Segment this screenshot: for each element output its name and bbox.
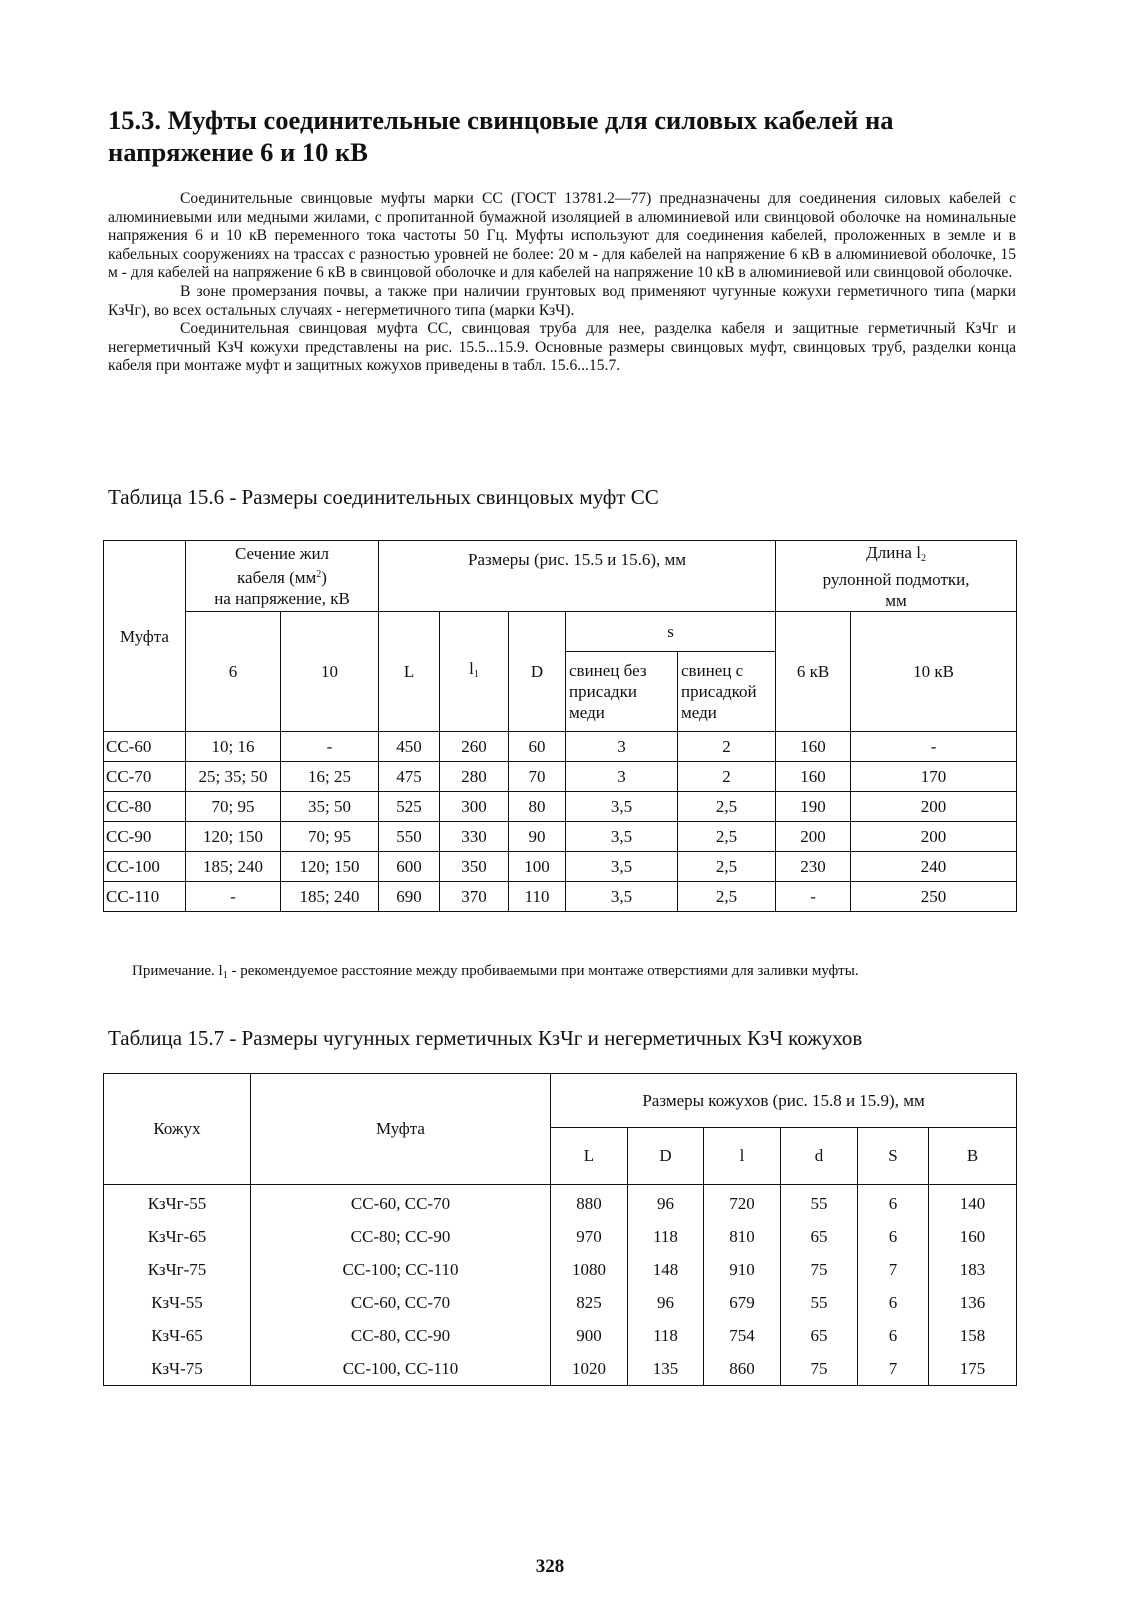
- table-15-6-row-cell: -: [281, 732, 379, 762]
- table-15-6-row-cell: СС-110: [104, 882, 186, 912]
- table-15-7-row: [104, 1352, 1017, 1386]
- table-15-6-row-cell: 25; 35; 50: [186, 762, 281, 792]
- table-15-7-row-cell: 65: [781, 1220, 858, 1253]
- header-sizes-2: Размеры кожухов (рис. 15.8 и 15.9), мм: [551, 1074, 1017, 1128]
- paragraph-3: Соединительная свинцовая муфта СС, свинцовая труба для нее, разделка кабеля и защитные герметичный КзЧг и негерметичный КзЧ кожухи представлены на рис. 15.5...15.9. Основные размеры свинцовых муфт, свинцовых труб, разделки конца кабеля при монтаже муфт и защитных кожухов приведены в табл. 15.6...15.7.: [108, 320, 1016, 375]
- table-15-6-row-cell: 190: [776, 792, 851, 822]
- table-15-6-row-cell: 600: [379, 852, 440, 882]
- table-15-6-row-cell: 200: [776, 822, 851, 852]
- header-D-2: D: [628, 1128, 704, 1185]
- table-15-7-row-cell: 160: [929, 1220, 1017, 1253]
- table-15-6-row-cell: -: [776, 882, 851, 912]
- table-15-6-row-cell: 110: [509, 882, 566, 912]
- table-15-7-row-cell: 6: [858, 1220, 929, 1253]
- table-15-7-row-cell: КзЧг-55: [104, 1185, 251, 1221]
- table-15-7-row-cell: 970: [551, 1220, 628, 1253]
- table-15-6-row-cell: СС-60: [104, 732, 186, 762]
- table-15-6-row-cell: 2: [678, 732, 776, 762]
- table-15-7-row-cell: 75: [781, 1253, 858, 1286]
- table-15-7-row-cell: 55: [781, 1286, 858, 1319]
- table-15-6-row-cell: 3,5: [566, 882, 678, 912]
- table-15-6-row-cell: 3: [566, 732, 678, 762]
- header-s-copper: свинец с присадкой меди: [678, 652, 776, 732]
- table-note: Примечание. $l_1$ - рекомендуемое расстояние между пробиваемыми при монтаже отверстиями для заливки муфты.: [132, 963, 859, 981]
- table-15-7-row: [104, 1185, 1017, 1221]
- table-15-6-row-cell: 10; 16: [186, 732, 281, 762]
- table-15-6-row-cell: 160: [776, 762, 851, 792]
- table-15-6-row-cell: 2,5: [678, 822, 776, 852]
- table-15-7-row-cell: 6: [858, 1185, 929, 1221]
- table-15-7-row-cell: КзЧг-65: [104, 1220, 251, 1253]
- table-15-6-row-cell: 185; 240: [186, 852, 281, 882]
- header-l-2: l: [704, 1128, 781, 1185]
- table-15-6-row: [104, 882, 1017, 912]
- table-15-6-row-cell: 2,5: [678, 852, 776, 882]
- table-15-6-row-cell: 120; 150: [281, 852, 379, 882]
- table-15-6-row-cell: 120; 150: [186, 822, 281, 852]
- table-15-6-row-cell: 185; 240: [281, 882, 379, 912]
- table-15-6-row-cell: 240: [851, 852, 1017, 882]
- table-15-7-row-cell: 135: [628, 1352, 704, 1386]
- table-15-7-row-cell: 7: [858, 1352, 929, 1386]
- table-15-6-row: [104, 792, 1017, 822]
- table-15-7-row-cell: 7: [858, 1253, 929, 1286]
- section-title: 15.3. Муфты соединительные свинцовые для силовых кабелей на напряжение 6 и 10 кВ: [108, 105, 894, 167]
- table-15-6-row-cell: 70; 95: [186, 792, 281, 822]
- table-15-6-row-cell: 230: [776, 852, 851, 882]
- table-15-6-row-cell: 3,5: [566, 822, 678, 852]
- header-D: D: [509, 612, 566, 732]
- table-15-6-row-cell: 550: [379, 822, 440, 852]
- paragraph-2: В зоне промерзания почвы, а также при наличии грунтовых вод применяют чугунные кожухи герметичного типа (марки КзЧг), во всех остальных случаях - негерметичного типа (марки КзЧ).: [108, 282, 1016, 319]
- table-15-6-row-cell: 2,5: [678, 882, 776, 912]
- table-15-6-row-cell: 200: [851, 822, 1017, 852]
- table-15-6-row-cell: -: [851, 732, 1017, 762]
- table-15-6-row-cell: 330: [440, 822, 509, 852]
- table-15-6-row-cell: 16; 25: [281, 762, 379, 792]
- table-15-7-row-cell: 825: [551, 1286, 628, 1319]
- table-15-7-row-cell: 65: [781, 1319, 858, 1352]
- table-15-6-row-cell: 3,5: [566, 852, 678, 882]
- table-15-6-row-cell: -: [186, 882, 281, 912]
- table-15-6-row-cell: 35; 50: [281, 792, 379, 822]
- table-15-7-row-cell: КзЧ-65: [104, 1319, 251, 1352]
- header-length: Длина $l_2$ рулонной подмотки, мм: [776, 541, 1017, 612]
- table-15-7-row-cell: 136: [929, 1286, 1017, 1319]
- table-15-7-row-cell: СС-100; СС-110: [251, 1253, 551, 1286]
- table-15-7-row-cell: 860: [704, 1352, 781, 1386]
- table-15-6-row-cell: 60: [509, 732, 566, 762]
- table-15-7-row-cell: 96: [628, 1185, 704, 1221]
- table-15-6-caption: Таблица 15.6 - Размеры соединительных свинцовых муфт СС: [108, 485, 659, 509]
- header-section: Сечение жил кабеля $(мм^2)$ на напряжение, кВ: [186, 541, 379, 612]
- table-15-6-row: [104, 732, 1017, 762]
- table-15-6-row-cell: 100: [509, 852, 566, 882]
- header-s-pure: свинец без присадки меди: [566, 652, 678, 732]
- table-15-6: [103, 540, 1017, 912]
- table-15-6-row-cell: 260: [440, 732, 509, 762]
- table-15-7-row-cell: 754: [704, 1319, 781, 1352]
- header-6: 6: [186, 612, 281, 732]
- header-sizes: Размеры (рис. 15.5 и 15.6), мм: [379, 541, 776, 612]
- table-15-6-row-cell: 280: [440, 762, 509, 792]
- table-15-6-row-cell: 170: [851, 762, 1017, 792]
- table-15-7-row-cell: 75: [781, 1352, 858, 1386]
- table-15-6-row-cell: 450: [379, 732, 440, 762]
- table-15-6-row-cell: СС-80: [104, 792, 186, 822]
- header-B-2: B: [929, 1128, 1017, 1185]
- table-15-7-row-cell: 118: [628, 1220, 704, 1253]
- table-15-7-row-cell: 900: [551, 1319, 628, 1352]
- header-10: 10: [281, 612, 379, 732]
- table-15-7-row-cell: КзЧ-55: [104, 1286, 251, 1319]
- table-15-7-row-cell: СС-60, СС-70: [251, 1185, 551, 1221]
- table-15-6-row-cell: 690: [379, 882, 440, 912]
- table-15-7-row-cell: 6: [858, 1319, 929, 1352]
- table-15-6-row: [104, 762, 1017, 792]
- table-15-7-row-cell: СС-100, СС-110: [251, 1352, 551, 1386]
- header-mufta: Муфта: [104, 541, 186, 732]
- table-15-7-row-cell: 880: [551, 1185, 628, 1221]
- table-15-7-row: [104, 1220, 1017, 1253]
- table-15-7-row: [104, 1286, 1017, 1319]
- table-15-7-row-cell: 158: [929, 1319, 1017, 1352]
- header-s: s: [566, 612, 776, 652]
- table-15-6-row-cell: 350: [440, 852, 509, 882]
- table-15-6-row-cell: 3,5: [566, 792, 678, 822]
- table-15-7-row: [104, 1319, 1017, 1352]
- table-15-7-row-cell: КзЧг-75: [104, 1253, 251, 1286]
- intro-text: [108, 190, 1016, 376]
- table-15-7-row-cell: 148: [628, 1253, 704, 1286]
- table-15-6-row-cell: 160: [776, 732, 851, 762]
- table-15-7-row-cell: 175: [929, 1352, 1017, 1386]
- header-kozhukh: Кожух: [104, 1074, 251, 1185]
- table-15-7-row-cell: 118: [628, 1319, 704, 1352]
- table-15-7-row-cell: 55: [781, 1185, 858, 1221]
- table-15-7-row-cell: 183: [929, 1253, 1017, 1286]
- table-15-6-row-cell: 3: [566, 762, 678, 792]
- header-L: L: [379, 612, 440, 732]
- table-15-7-row-cell: 1080: [551, 1253, 628, 1286]
- table-15-7-row-cell: 6: [858, 1286, 929, 1319]
- table-15-7-row-cell: СС-80, СС-90: [251, 1319, 551, 1352]
- table-15-6-row-cell: 80: [509, 792, 566, 822]
- table-15-6-row-cell: 475: [379, 762, 440, 792]
- table-15-6-row-cell: СС-90: [104, 822, 186, 852]
- table-15-7-caption: Таблица 15.7 - Размеры чугунных герметичных КзЧг и негерметичных КзЧ кожухов: [108, 1026, 863, 1050]
- table-15-6-row: [104, 822, 1017, 852]
- table-15-7-row-cell: 96: [628, 1286, 704, 1319]
- table-15-6-row-cell: 250: [851, 882, 1017, 912]
- table-15-6-row: [104, 852, 1017, 882]
- table-15-6-row-cell: 70: [509, 762, 566, 792]
- table-15-7-row-cell: 720: [704, 1185, 781, 1221]
- table-15-7-row-cell: 910: [704, 1253, 781, 1286]
- header-mufta-2: Муфта: [251, 1074, 551, 1185]
- table-15-7-row-cell: КзЧ-75: [104, 1352, 251, 1386]
- table-15-6-row-cell: 370: [440, 882, 509, 912]
- table-15-6-row-cell: 300: [440, 792, 509, 822]
- table-15-7-row-cell: 810: [704, 1220, 781, 1253]
- table-15-6-row-cell: 2: [678, 762, 776, 792]
- header-l1: $l_1$: [440, 612, 509, 732]
- paragraph-1: Соединительные свинцовые муфты марки СС (ГОСТ 13781.2—77) предназначены для соединения силовых кабелей с алюминиевыми или медными жилами, с пропитанной бумажной изоляцией в алюминиевой или свинцовой оболочке на номинальные напряжения 6 и 10 кВ переменного тока частоты 50 Гц. Муфты используют для соединения кабелей, проложенных в земле и в кабельных сооружениях на трассах с разностью уровней не более: 20 м - для кабелей на напряжение 6 кВ в алюминиевой оболочке, 15 м - для кабелей на напряжение 6 кВ в свинцовой оболочке и для кабелей на напряжение 10 кВ в алюминиевой или свинцовой оболочке.: [108, 190, 1016, 282]
- table-15-7: [103, 1073, 1017, 1386]
- table-15-7-row-cell: СС-80; СС-90: [251, 1220, 551, 1253]
- table-15-7-row-cell: 679: [704, 1286, 781, 1319]
- table-15-7-row-cell: 140: [929, 1185, 1017, 1221]
- header-6kv: 6 кВ: [776, 612, 851, 732]
- page-number: 328: [535, 1556, 565, 1577]
- header-L-2: L: [551, 1128, 628, 1185]
- table-15-7-row-cell: 1020: [551, 1352, 628, 1386]
- table-15-6-row-cell: 525: [379, 792, 440, 822]
- header-d-2: d: [781, 1128, 858, 1185]
- table-15-6-row-cell: 70; 95: [281, 822, 379, 852]
- table-15-6-row-cell: СС-70: [104, 762, 186, 792]
- table-15-6-row-cell: 200: [851, 792, 1017, 822]
- header-10kv: 10 кВ: [851, 612, 1017, 732]
- table-15-7-row: [104, 1253, 1017, 1286]
- table-15-6-row-cell: 2,5: [678, 792, 776, 822]
- table-15-6-row-cell: 90: [509, 822, 566, 852]
- header-S-2: S: [858, 1128, 929, 1185]
- table-15-6-row-cell: СС-100: [104, 852, 186, 882]
- table-15-7-row-cell: СС-60, СС-70: [251, 1286, 551, 1319]
